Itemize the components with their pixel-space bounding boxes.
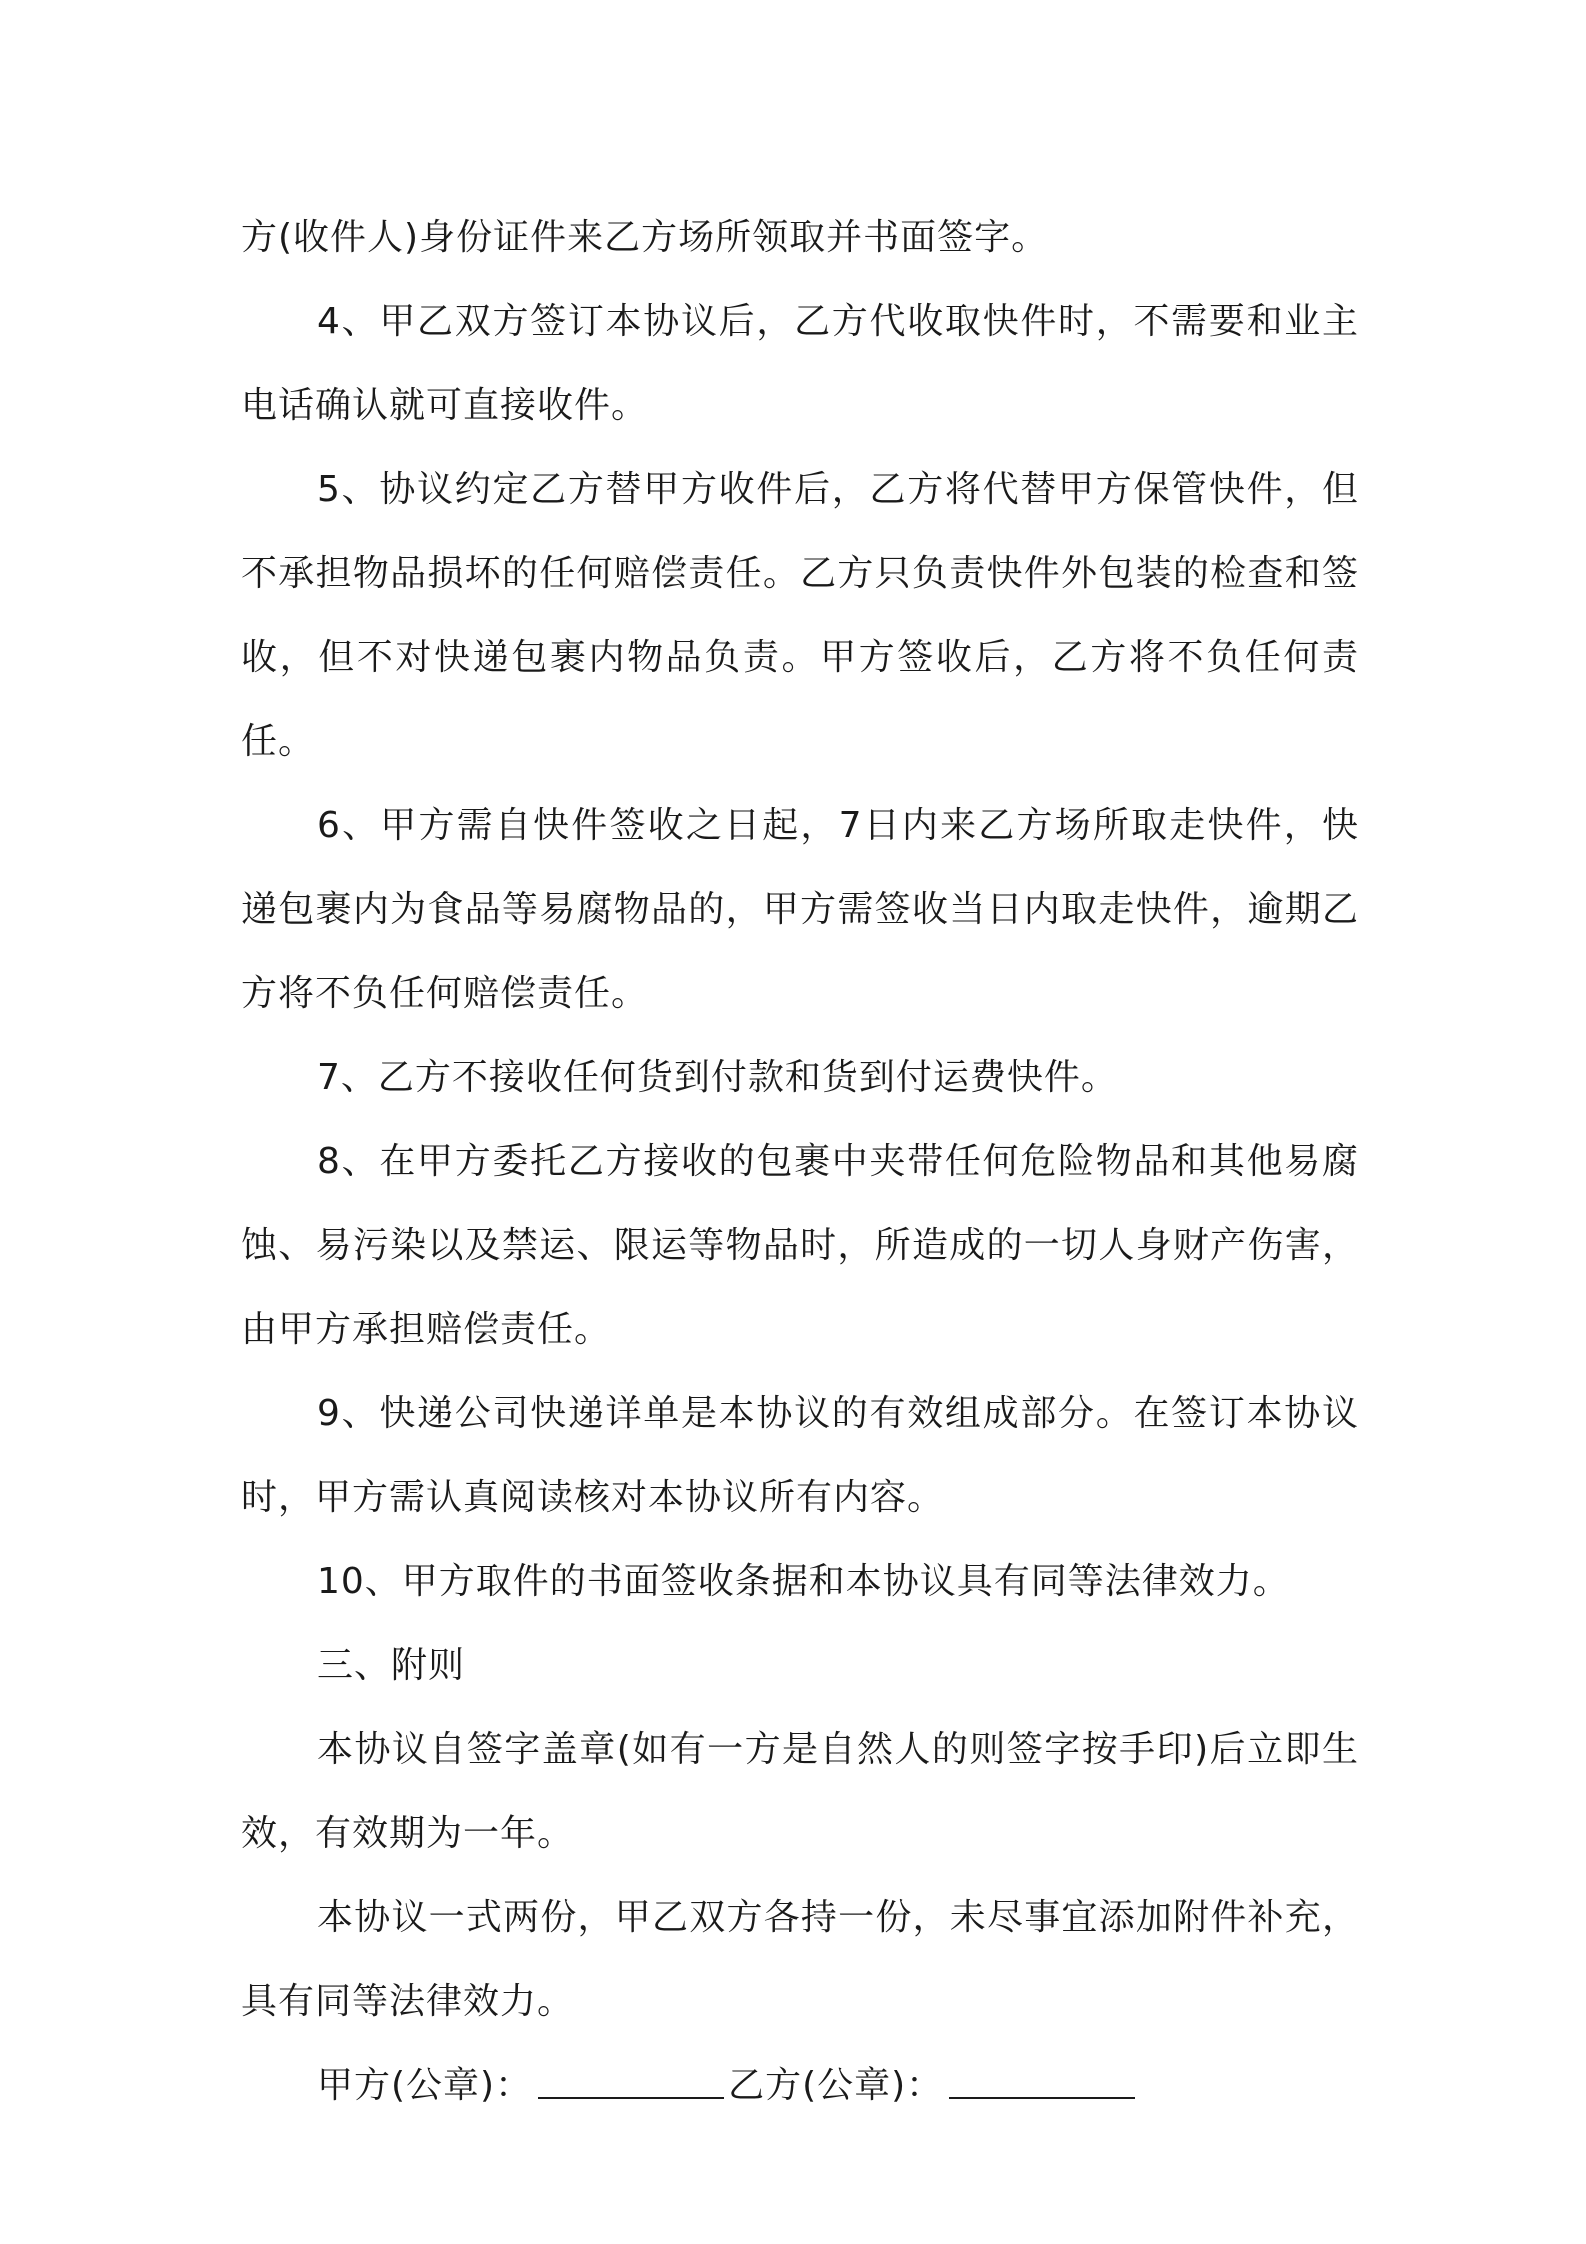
signature-line [241,2044,1359,2128]
clause-4: 4、甲乙双方签订本协议后，乙方代收取快件时，不需要和业主电话确认就可直接收件。 [241,301,1359,426]
paragraph-copies: 本协议一式两份，甲乙双方各持一份，未尽事宜添加附件补充，具有同等法律效力。 [241,1897,1359,2022]
clause-10: 10、甲方取件的书面签收条据和本协议具有同等法律效力。 [317,1561,1290,1602]
party-b-seal-label: 乙方(公章)： [728,2065,944,2106]
document-body [241,196,1359,2128]
clause-8: 8、在甲方委托乙方接收的包裹中夹带任何危险物品和其他易腐蚀、易污染以及禁运、限运等物品时，所造成的一切人身财产伤害，由甲方承担赔偿责任。 [241,1141,1359,1350]
party-a-seal-label: 甲方(公章)： [317,2065,533,2106]
section-heading-supplementary: 三、附则 [317,1645,466,1686]
party-b-signature-blank[interactable] [949,2067,1135,2099]
clause-7: 7、乙方不接收任何货到付款和货到付运费快件。 [317,1057,1118,1098]
clause-6: 6、甲方需自快件签收之日起，7日内来乙方场所取走快件，快递包裹内为食品等易腐物品的，甲方需签收当日内取走快件，逾期乙方将不负任何赔偿责任。 [241,805,1359,1014]
paragraph-effective-date: 本协议自签字盖章(如有一方是自然人的则签字按手印)后立即生效，有效期为一年。 [241,1729,1359,1854]
clause-9: 9、快递公司快递详单是本协议的有效组成部分。在签订本协议时，甲方需认真阅读核对本协议所有内容。 [241,1393,1359,1518]
party-a-signature-blank[interactable] [538,2067,724,2099]
paragraph-continuation: 方(收件人)身份证件来乙方场所领取并书面签字。 [241,217,1049,258]
clause-5: 5、协议约定乙方替甲方收件后，乙方将代替甲方保管快件，但不承担物品损坏的任何赔偿责任。乙方只负责快件外包装的检查和签收，但不对快递包裹内物品负责。甲方签收后，乙方将不负任何责任。 [241,469,1359,762]
